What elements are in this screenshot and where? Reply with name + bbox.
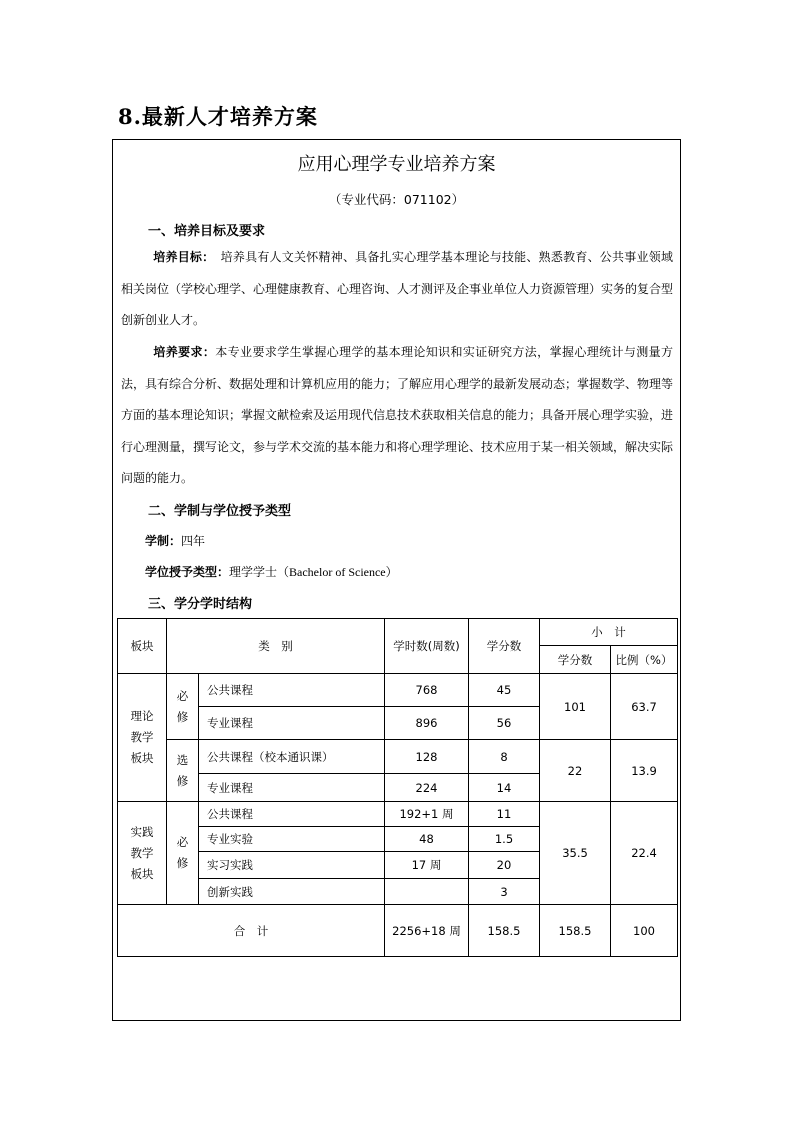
section-goals-title: 一、培养目标及要求 bbox=[148, 224, 266, 239]
major-code: （专业代码：071102） bbox=[328, 192, 465, 207]
table-row-hours bbox=[385, 879, 469, 905]
table-row-course: 专业课程 bbox=[199, 774, 385, 802]
header-category: 类 别 bbox=[167, 619, 385, 674]
total-ratio: 100 bbox=[611, 905, 678, 957]
table-row-hours: 896 bbox=[385, 707, 469, 740]
theory-block-cell bbox=[118, 674, 167, 802]
degree-label: 学位授予类型： bbox=[145, 565, 230, 579]
table-row-course: 实习实践 bbox=[199, 852, 385, 879]
table-row-hours: 224 bbox=[385, 774, 469, 802]
header-credits: 学分数 bbox=[469, 619, 540, 674]
table-row-credits: 56 bbox=[469, 707, 540, 740]
header-subtotal: 小 计 bbox=[540, 619, 678, 646]
section-duration-title: 二、学制与学位授予类型 bbox=[148, 504, 292, 519]
header-block: 板块 bbox=[118, 619, 167, 674]
degree-line bbox=[145, 563, 398, 580]
practice-subtotal-ratio: 22.4 bbox=[611, 802, 678, 905]
theory-elective-subtotal-credits: 22 bbox=[540, 740, 611, 802]
plan-title: 应用心理学专业培养方案 bbox=[297, 154, 496, 175]
table-row-credits: 11 bbox=[469, 802, 540, 827]
practice-subtotal-credits: 35.5 bbox=[540, 802, 611, 905]
theory-elective-cell bbox=[167, 740, 199, 802]
duration-label: 学制： bbox=[145, 534, 182, 548]
table-row-course: 公共课程（校本通识课） bbox=[199, 740, 385, 774]
requirement-paragraph bbox=[121, 337, 673, 495]
goal-paragraph bbox=[121, 242, 673, 337]
table-row-hours: 48 bbox=[385, 827, 469, 852]
page-heading: 8.最新人才培养方案 bbox=[118, 104, 318, 129]
header-subtotal-ratio: 比例（%） bbox=[611, 646, 678, 674]
table-row-hours: 192+1 周 bbox=[385, 802, 469, 827]
table-row-credits: 8 bbox=[469, 740, 540, 774]
table-row-hours: 128 bbox=[385, 740, 469, 774]
table-row-credits: 3 bbox=[469, 879, 540, 905]
plan-frame bbox=[112, 139, 681, 1021]
table-row-course: 创新实践 bbox=[199, 879, 385, 905]
table-row-hours: 768 bbox=[385, 674, 469, 707]
header-subtotal-credits: 学分数 bbox=[540, 646, 611, 674]
practice-block-label: 实践教学板块 bbox=[130, 824, 154, 881]
requirement-label: 培养要求： bbox=[153, 345, 216, 359]
duration-value: 四年 bbox=[181, 534, 206, 548]
duration-line bbox=[145, 532, 205, 549]
section-credits-title: 三、学分学时结构 bbox=[148, 597, 253, 612]
total-credits: 158.5 bbox=[469, 905, 540, 957]
practice-required-cell bbox=[167, 802, 199, 905]
table-row-hours: 17 周 bbox=[385, 852, 469, 879]
goal-text: 培养具有人文关怀精神、具备扎实心理学基本理论与技能、熟悉教育、公共事业领域相关岗位（学校心理学、心理健康教育、心理咨询、人才测评及企事业单位人力资源管理）实务的复合型创新创业人才。 bbox=[121, 250, 674, 327]
table-row-course: 专业实验 bbox=[199, 827, 385, 852]
table-row-course: 公共课程 bbox=[199, 802, 385, 827]
theory-required-cell bbox=[167, 674, 199, 740]
header-hours: 学时数(周数) bbox=[385, 619, 469, 674]
theory-required-label: 必修 bbox=[176, 688, 189, 724]
requirement-text: 本专业要求学生掌握心理学的基本理论知识和实证研究方法，掌握心理统计与测量方法，具有综合分析、数据处理和计算机应用的能力；了解应用心理学的最新发展动态；掌握数学、物理等方面的基本理论知识；掌握文献检索及运用现代信息技术获取相关信息的能力；具备开展心理学实验，进行心理测量，撰写论文，参与学术交流的基本能力和将心理学理论、技术应用于某一相关领域，解决实际问题的能力。 bbox=[121, 345, 674, 485]
total-subtotal-credits: 158.5 bbox=[540, 905, 611, 957]
practice-required-label: 必修 bbox=[176, 835, 189, 870]
table-row-credits: 14 bbox=[469, 774, 540, 802]
credit-structure-table bbox=[117, 618, 678, 957]
theory-elective-subtotal-ratio: 13.9 bbox=[611, 740, 678, 802]
total-hours: 2256+18 周 bbox=[385, 905, 469, 957]
theory-required-subtotal-credits: 101 bbox=[540, 674, 611, 740]
theory-elective-label: 选修 bbox=[176, 752, 189, 788]
theory-required-subtotal-ratio: 63.7 bbox=[611, 674, 678, 740]
table-row-credits: 20 bbox=[469, 852, 540, 879]
table-row-credits: 1.5 bbox=[469, 827, 540, 852]
degree-value: 理学学士（Bachelor of Science） bbox=[229, 565, 398, 579]
table-row-course: 公共课程 bbox=[199, 674, 385, 707]
total-label: 合 计 bbox=[118, 905, 385, 957]
table-row-course: 专业课程 bbox=[199, 707, 385, 740]
practice-block-cell bbox=[118, 802, 167, 905]
theory-block-label: 理论教学板块 bbox=[130, 709, 154, 765]
goal-label: 培养目标： bbox=[153, 250, 209, 264]
table-row-credits: 45 bbox=[469, 674, 540, 707]
